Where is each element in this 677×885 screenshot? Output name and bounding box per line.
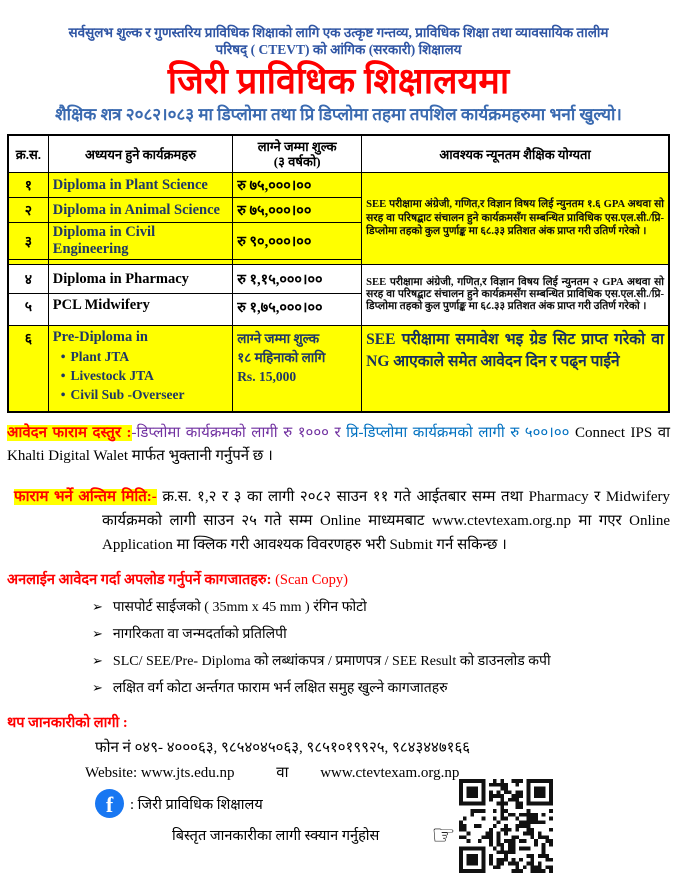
- website-line: [85, 762, 670, 784]
- fee-cell: रु ७५,०००।००: [233, 198, 362, 223]
- fee-cell: रु ९०,०००।००: [233, 223, 362, 260]
- admission-open-subtitle: शैक्षिक शत्र २०८२।०८३ मा डिप्लोमा तथा प्रि डिप्लोमा तहमा तपशिल कार्यक्रमहरुमा भर्ना खुल्यो।: [55, 105, 622, 124]
- bullet-dot: •: [60, 368, 66, 383]
- website-label: Website:: [85, 764, 138, 781]
- col-header-sn: क्र.स.: [8, 135, 48, 173]
- document-list-item: ➢ नागरिकता वा जन्मदर्ताको प्रतिलिपी: [92, 625, 287, 642]
- sn-cell: ३: [8, 223, 48, 260]
- website-url-jts: www.jts.edu.np: [140, 764, 235, 781]
- bullet-dot: •: [60, 349, 66, 364]
- fee-line: लाग्ने जम्मा शुल्क: [237, 331, 320, 346]
- payment-method-text: Connect IPS वा Khalti Digital Walet मार्फत भुक्तानी गर्नुपर्ने छ ।: [7, 424, 670, 464]
- sn-cell: ६: [8, 326, 48, 412]
- deadline-label: फाराम भर्ने अन्तिम मिति:-: [14, 488, 157, 505]
- bullet-dot: •: [60, 387, 66, 402]
- scan-copy-note: (Scan Copy): [275, 571, 348, 588]
- program-cell-prediploma: [48, 326, 232, 412]
- deadline-paragraph: [7, 485, 670, 557]
- fee-header-line1: लाग्ने जम्मा शुल्क: [257, 139, 337, 154]
- table-row: [8, 326, 669, 412]
- facebook-row: [95, 788, 670, 820]
- fee-cell: रु १,७५,०००।००: [233, 294, 362, 326]
- prediploma-fee-text: प्रि-डिप्लोमा कार्यक्रमको लागी रु ५००।००: [346, 424, 570, 441]
- or-text: वा: [276, 764, 289, 781]
- sn-cell: २: [8, 198, 48, 223]
- document-list-item: ➢ SLC/ SEE/Pre- Diploma को लब्धांकपत्र / प्रमाणपत्र / SEE Result को डाउनलोड कपी: [92, 652, 551, 669]
- fee-line: Rs. 15,000: [237, 369, 297, 384]
- table-header-row: [8, 135, 669, 173]
- programs-table: [7, 134, 670, 413]
- sn-cell: ४: [8, 265, 48, 294]
- fee-cell: रु ७५,०००।००: [233, 173, 362, 198]
- phone-numbers: फोन नं ०४९- ४०००६३, ९८५४०४५०६३, ९८५१०१९९२५, ९८४३४४७१६६: [95, 739, 471, 756]
- pointing-finger-icon: ☞: [431, 819, 456, 851]
- diploma-fee-text: -डिप्लोमा कार्यक्रमको लागी रु १००० र: [131, 424, 341, 441]
- document-list-item: ➢ लक्षित वर्ग कोटा अर्न्तगत फाराम भर्न लक्षित समुह खुल्ने कागजातहरु: [92, 679, 448, 696]
- fee-cell: रु १,१५,०००।००: [233, 265, 362, 294]
- qualification-cell-group1: SEE परीक्षामा अंग्रेजी, गणित,र विज्ञान विषय लिई न्युनतम १.६ GPA अथवा सो सरह वा परिषद्बाट संचालन हुने कार्यक्रमसँग सम्बन्धित प्राविधिक एस.एल.सी./प्रि- डिप्लोमा तहको कुल पुर्णाङ्क मा ६८.३३ प्रतिशत अंक प्राप्त गरी उतिर्ण गरेको ।: [362, 173, 669, 265]
- program-cell: Diploma in Civil Engineering: [48, 223, 232, 260]
- program-cell: PCL Midwifery: [48, 294, 232, 326]
- table-row: [8, 173, 669, 198]
- school-name-title: जिरी प्राविधिक शिक्षालयमा: [167, 61, 510, 101]
- col-header-program: अध्ययन हुने कार्यक्रमहरु: [48, 135, 232, 173]
- contact-heading: थप जानकारीको लागी :: [7, 714, 128, 731]
- program-cell: Diploma in Pharmacy: [48, 265, 232, 294]
- arrow-bullet-icon: ➢: [92, 679, 103, 695]
- admission-notice-document: [0, 24, 677, 884]
- program-cell: Diploma in Animal Science: [48, 198, 232, 223]
- scan-row: [172, 820, 670, 851]
- scan-instruction-text: बिस्तृत जानकारीका लागी स्क्यान गर्नुहोस: [172, 828, 380, 844]
- prediploma-item: • Civil Sub -Overseer: [60, 387, 185, 402]
- documents-heading: अनलाईन आवेदन गर्दा अपलोड गर्नुपर्ने कागजातहरु:: [7, 571, 272, 588]
- table-row: [8, 265, 669, 294]
- program-cell: Diploma in Plant Science: [48, 173, 232, 198]
- documents-section: [7, 569, 670, 699]
- col-header-qualification: आवश्यक न्यूनतम शैक्षिक योग्यता: [362, 135, 669, 173]
- col-header-fee: [233, 135, 362, 173]
- documents-heading-row: [7, 569, 670, 591]
- document-list-item: ➢ पासपोर्ट साईजको ( 35mm x 45 mm ) रंगिन फोटो: [92, 598, 367, 615]
- sn-cell: १: [8, 173, 48, 198]
- qr-code: [459, 779, 553, 873]
- website-url-ctevt: www.ctevtexam.org.np: [320, 764, 460, 781]
- arrow-bullet-icon: ➢: [92, 652, 103, 668]
- prediploma-title: Pre-Diploma in: [52, 329, 148, 345]
- facebook-page-name: : जिरी प्राविधिक शिक्षालय: [130, 796, 263, 813]
- sn-cell: ५: [8, 294, 48, 326]
- school-tagline: सर्वसुलभ शुल्क र गुणस्तरिय प्राविधिक शिक्षाको लागि एक उत्कृष्ट गन्तव्य, प्राविधिक शिक्षा तथा व्यावसायिक तालीम परिषद् ( CTEVT) को आंगिक (सरकारी) शिक्षालय: [68, 25, 609, 57]
- contact-section: [7, 713, 670, 885]
- fee-line: १८ महिनाको लागि: [237, 350, 326, 365]
- prediploma-item: • Plant JTA: [60, 349, 130, 364]
- deadline-body-text: क्र.स. १,२ र ३ का लागी २०८२ साउन ११ गते आईतबार सम्म तथा Pharmacy र Midwifery कार्यक्रमको लागी साउन २५ गते सम्म Online माध्यमबाट www.ctevtexam.org.np मा गएर Online Application मा क्लिक गरी आवश्यक विवरणहरु भरी Submit गर्न सकिन्छ ।: [102, 488, 670, 553]
- prediploma-item: • Livestock JTA: [60, 368, 154, 383]
- qualification-cell-prediploma: SEE परीक्षामा समावेश भइ ग्रेड सिट प्राप्त गरेको वा NG आएकाले समेत आवेदन दिन र पढ्न पाईने: [362, 326, 669, 412]
- fee-header-line2: (३ वर्षको): [273, 154, 321, 169]
- application-fee-paragraph: [7, 422, 670, 468]
- application-fee-label: आवेदन फाराम दस्तुर :: [7, 424, 132, 441]
- arrow-bullet-icon: ➢: [92, 625, 103, 641]
- qualification-cell-group2: SEE परीक्षामा अंग्रेजी, गणित,र विज्ञान विषय लिई न्युनतम २ GPA अथवा सो सरह वा परिषद्बाट संचालन हुने कार्यक्रमसँग सम्बन्धित प्राविधिक एस.एल.सी./प्रि- डिप्लोमा तहको कुल पुर्णाङ्क मा ६८.३३ प्रतिशत अंक प्राप्त गरी उतिर्ण गरेको ।: [362, 265, 669, 326]
- fee-cell-prediploma: [233, 326, 362, 412]
- arrow-bullet-icon: ➢: [92, 598, 103, 614]
- facebook-icon: f: [95, 789, 124, 818]
